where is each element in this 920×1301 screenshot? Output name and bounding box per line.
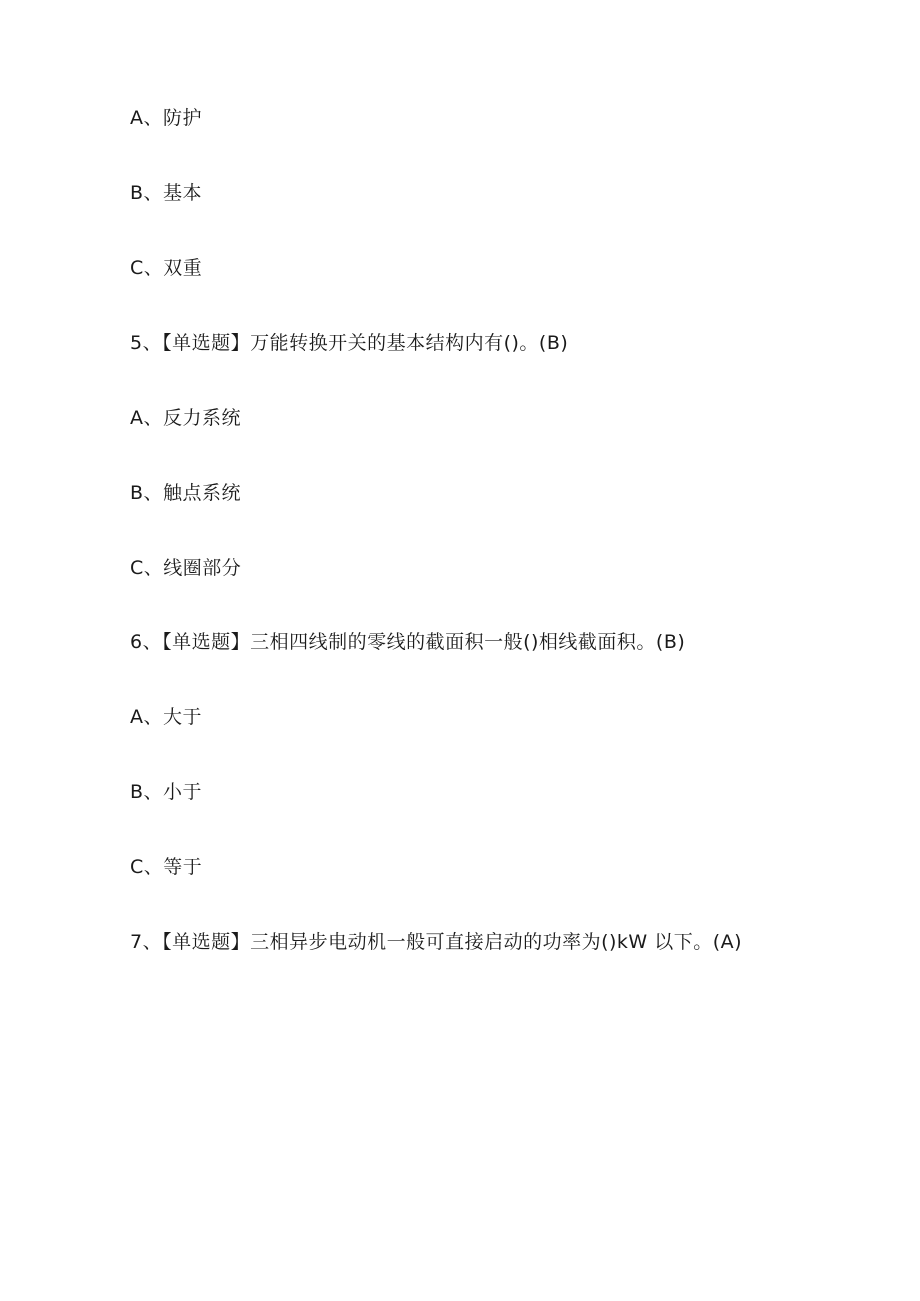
option-b-q4: B、基本	[130, 182, 203, 204]
option-b-q5: B、触点系统	[130, 482, 242, 504]
question-6: 6、【单选题】三相四线制的零线的截面积一般()相线截面积。(B)	[130, 631, 686, 653]
option-a-q5: A、反力系统	[130, 407, 241, 429]
option-a-q6: A、大于	[130, 706, 202, 728]
question-7: 7、【单选题】三相异步电动机一般可直接启动的功率为()kW 以下。(A)	[130, 931, 743, 953]
option-c-q6: C、等于	[130, 856, 203, 878]
option-b-q6: B、小于	[130, 781, 203, 803]
option-a-q4: A、防护	[130, 107, 202, 129]
question-5: 5、【单选题】万能转换开关的基本结构内有()。(B)	[130, 332, 569, 354]
option-c-q5: C、线圈部分	[130, 557, 242, 579]
option-c-q4: C、双重	[130, 257, 203, 279]
